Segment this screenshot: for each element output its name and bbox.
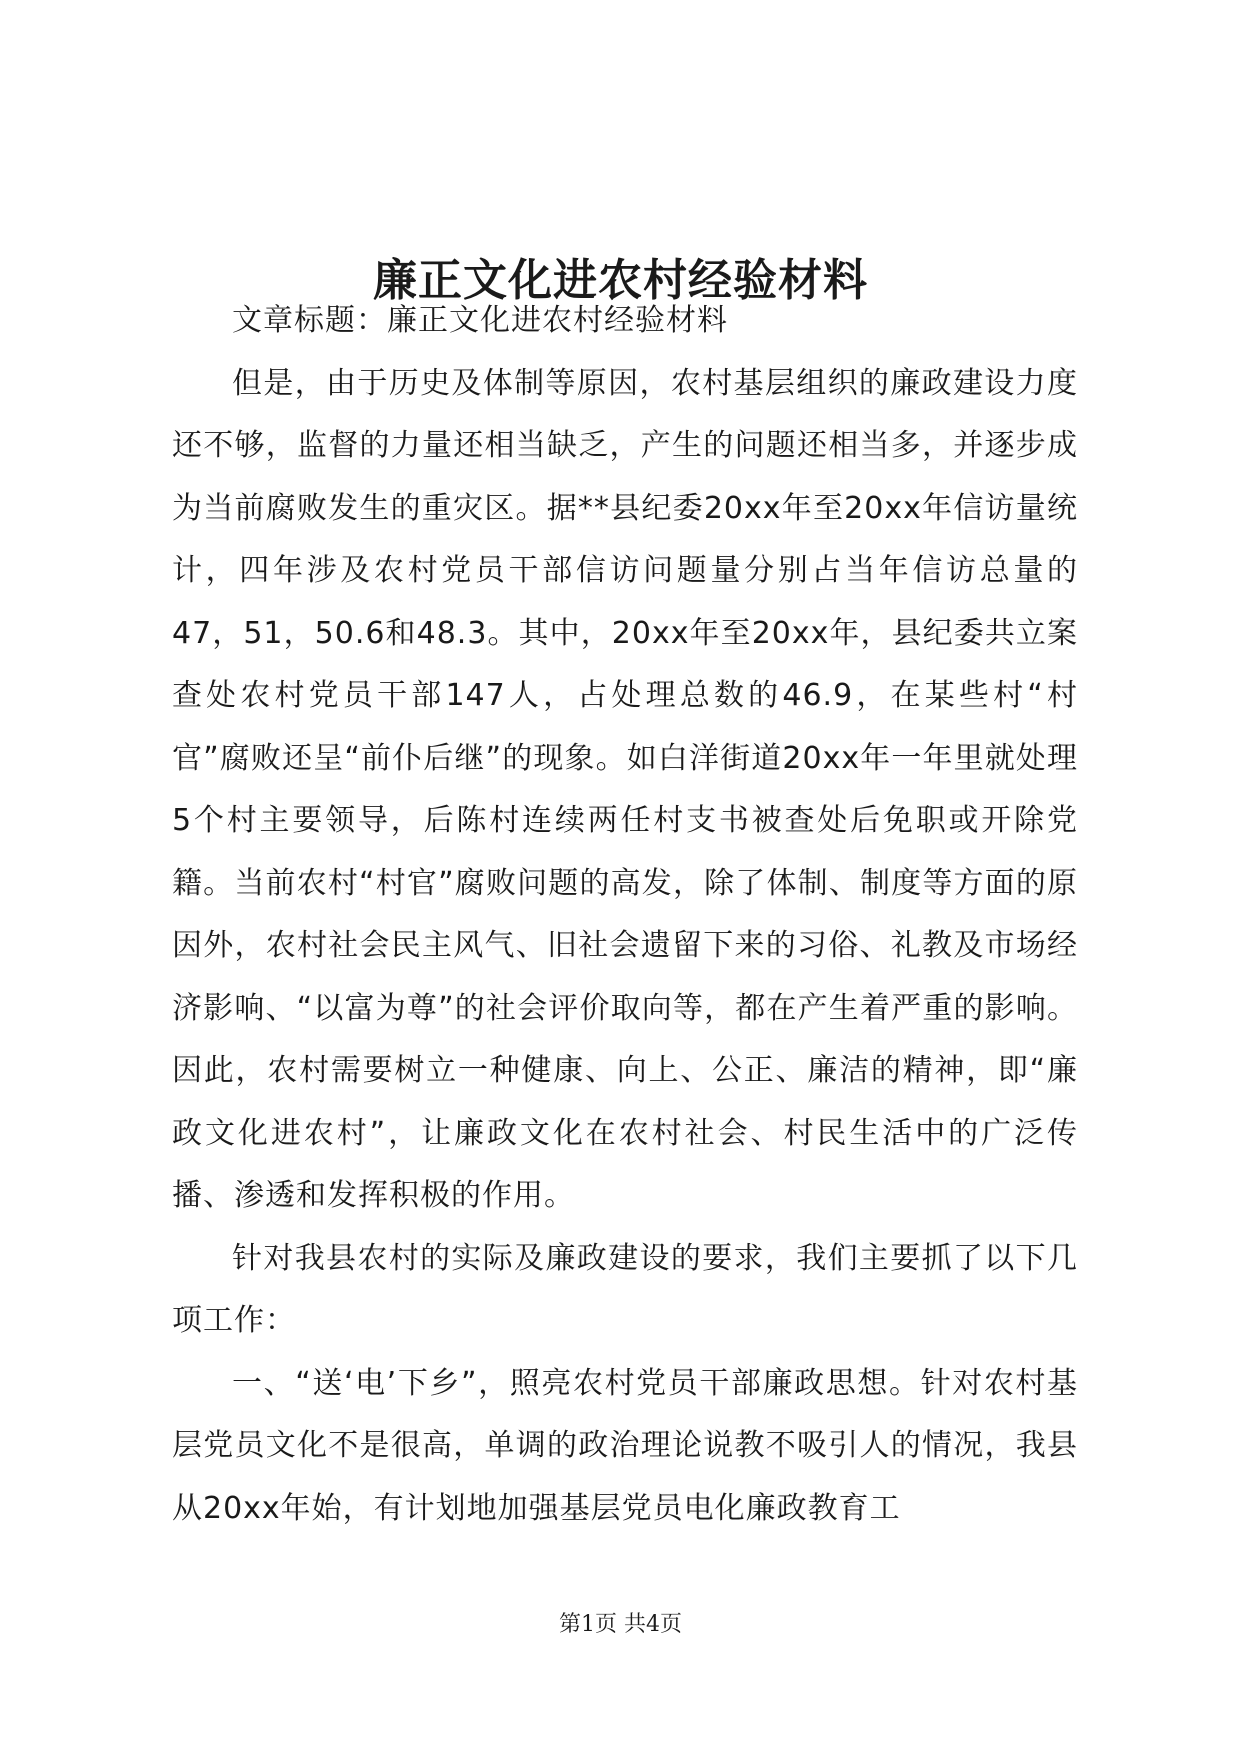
paragraph-article-title: 文章标题：廉正文化进农村经验材料	[232, 303, 728, 338]
paragraph-item-one: 一、“送‘电’下乡”，照亮农村党员干部廉政思想。针对农村基层党员文化不是很高，单调的政治理论说教不吸引人的情况，我县从20xx年始，有计划地加强基层党员电化廉政教育工	[172, 1365, 1078, 1526]
document-body	[172, 290, 1078, 1540]
paragraph-background: 但是，由于历史及体制等原因，农村基层组织的廉政建设力度还不够，监督的力量还相当缺乏，产生的问题还相当多，并逐步成为当前腐败发生的重灾区。据**县纪委20xx年至20xx年信访量统计，四年涉及农村党员干部信访问题量分别占当年信访总量的47，51，50.6和48.3。其中，20xx年至20xx年，县纪委共立案查处农村党员干部147人，占处理总数的46.9，在某些村“村官”腐败还呈“前仆后继”的现象。如白洋街道20xx年一年里就处理5个村主要领导，后陈村连续两任村支书被查处后免职或开除党籍。当前农村“村官”腐败问题的高发，除了体制、制度等方面的原因外，农村社会民主风气、旧社会遗留下来的习俗、礼教及市场经济影响、“以富为尊”的社会评价取向等，都在产生着严重的影响。因此，农村需要树立一种健康、向上、公正、廉洁的精神，即“廉政文化进农村”，让廉政文化在农村社会、村民生活中的广泛传播、渗透和发挥积极的作用。	[172, 365, 1078, 1213]
paragraph-work-intro: 针对我县农村的实际及廉政建设的要求，我们主要抓了以下几项工作：	[172, 1240, 1078, 1338]
page-number-footer: 第1页 共4页	[559, 1612, 682, 1637]
document-title: 廉正文化进农村经验材料	[373, 255, 868, 307]
